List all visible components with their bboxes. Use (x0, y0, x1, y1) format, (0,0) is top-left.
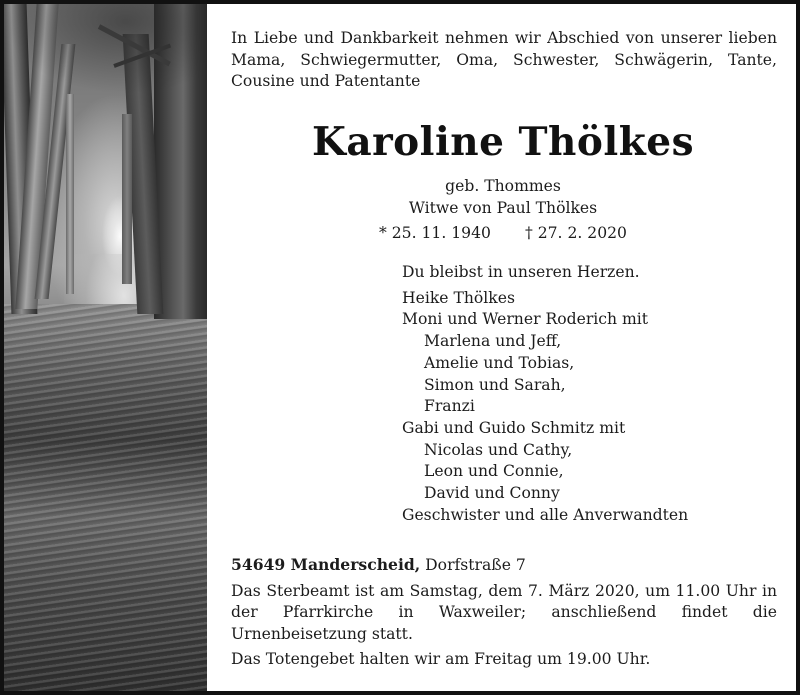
deceased-name: Karoline Thölkes (311, 119, 695, 165)
mourner-line: Geschwister und alle Anverwandten (402, 505, 689, 524)
funeral-service-text: Das Sterbeamt ist am Samstag, dem 7. März 2020, um 11.00 Uhr in der Pfarrkirche in Waxweiler; anschließend findet die Urnenbeisetzung statt. (231, 581, 777, 643)
mourner-line: David und Conny (424, 484, 560, 503)
death-date: † 27. 2. 2020 (524, 224, 627, 242)
notice-text (207, 4, 796, 691)
address-street: Dorfstraße 7 (420, 556, 526, 574)
mourners-list (402, 262, 688, 526)
tree-canopy (4, 4, 207, 94)
birth-date: * 25. 11. 1940 (379, 224, 491, 242)
mourner-line: Amelie und Tobias, (424, 353, 575, 372)
birth-name: geb. Thommes (445, 177, 561, 195)
mourner-line: Franzi (424, 397, 475, 416)
mourner-line: Nicolas und Cathy, (424, 440, 573, 459)
mourner-line: Heike Thölkes (402, 288, 515, 307)
widow-of: Witwe von Paul Thölkes (408, 199, 598, 217)
service-info (231, 554, 777, 671)
prayer-text: Das Totengebet halten wir am Freitag um 19.00 Uhr. (231, 650, 651, 668)
address (231, 554, 777, 577)
mourner-line: Moni und Werner Roderich mit (402, 310, 649, 329)
forest-ground (4, 304, 207, 691)
forest-path-image (4, 4, 207, 691)
mourner-line: Leon und Connie, (424, 462, 564, 481)
tree-trunk-left-4 (66, 94, 74, 294)
tree-trunk-right-3 (122, 114, 132, 284)
intro-text: In Liebe und Dankbarkeit nehmen wir Abschied von unserer lieben Mama, Schwiegermutter, Oma, Schwester, Schwägerin, Tante, Cousine und Patentante (231, 29, 777, 90)
memorial-motto: Du bleibst in unseren Herzen. (402, 263, 640, 281)
mourner-line: Marlena und Jeff, (424, 332, 562, 351)
address-city: 54649 Manderscheid, (231, 555, 421, 574)
mourner-line: Gabi und Guido Schmitz mit (402, 418, 626, 437)
mourner-line: Simon und Sarah, (424, 375, 566, 394)
life-dates (207, 223, 799, 245)
